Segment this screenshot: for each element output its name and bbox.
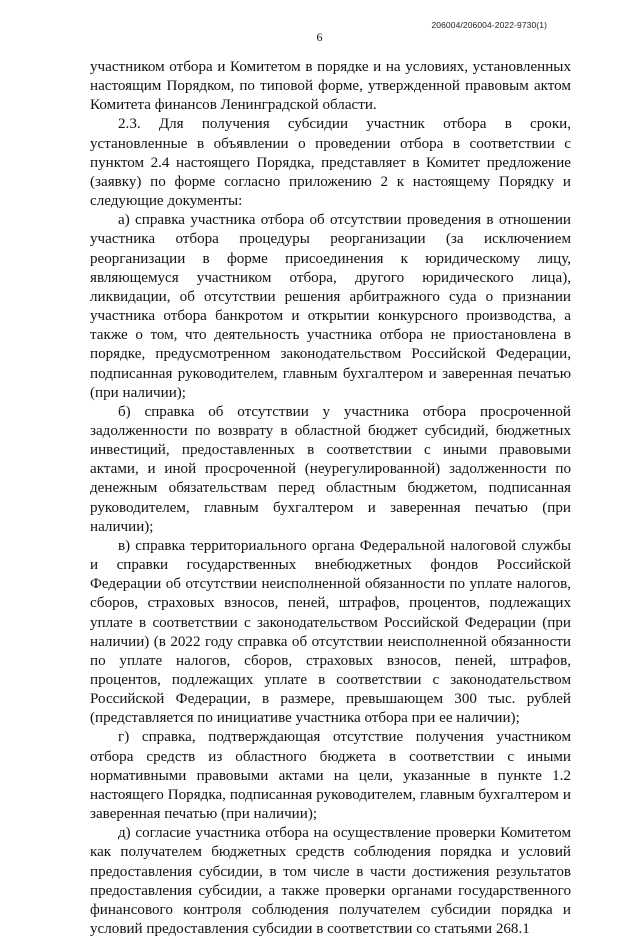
paragraph-item-v: в) справка территориального органа Федеральной налоговой службы и справки государственных внебюджетных фондов Российской Федерации об отсутствии неисполненной обязанности по уплате налогов, сборов, страховых взносов, пеней, штрафов, процентов, подлежащих уплате в соответствии с законодательством Российской Федерации (при наличии) (в 2022 году справка об отсутствии неисполненной обязанности по уплате налогов, сборов, страховых взносов, пеней, штрафов, процентов, подлежащих уплате в соответствии с законодательством Российской Федерации, в размере, превышающем 300 тыс. рублей (представляется по инициативе участника отбора при ее наличии); <box>90 537 571 727</box>
page-number: 6 <box>316 30 323 44</box>
paragraph-item-b: б) справка об отсутствии у участника отбора просроченной задолженности по возврату в областной бюджет субсидий, бюджетных инвестиций, предоставленных в соответствии с иными правовыми актами, и иной просроченной (неурегулированной) задолженности по денежным обязательствам перед областным бюджетом, подписанная руководителем, главным бухгалтером и заверенная печатью (при наличии); <box>90 403 571 535</box>
document-body <box>90 58 571 939</box>
paragraph-continuation: участником отбора и Комитетом в порядке и на условиях, установленных настоящим Порядком, по типовой форме, утвержденной правовым актом Комитета финансов Ленинградской области. <box>90 59 571 114</box>
paragraph-item-d: д) согласие участника отбора на осуществление проверки Комитетом как получателем бюджетных средств соблюдения порядка и условий предоставления субсидии, в том числе в части достижения результатов предоставления субсидии, а также проверки органами государственного финансового контроля соблюдения получателем субсидии порядка и условий предоставления субсидии в соответствии со статьями 268.1 <box>90 825 571 938</box>
paragraph-item-g: г) справка, подтверждающая отсутствие получения участником отбора средств из областного бюджета в соответствии с иными нормативными правовыми актами на цели, указанные в пункте 1.2 настоящего Порядка, подписанная руководителем, главным бухгалтером и заверенная печатью (при наличии); <box>90 729 571 823</box>
paragraph-item-a: а) справка участника отбора об отсутствии проведения в отношении участника отбора процедуры реорганизации (за исключением реорганизации в форме присоединения к юридическому лицу, являющемуся участником отбора, другого юридического лица), ликвидации, об отсутствии решения арбитражного суда о признании участника отбора банкротом и открытии конкурсного производства, а также о том, что деятельность участника отбора не приостановлена в порядке, предусмотренном законодательством Российской Федерации, подписанная руководителем, главным бухгалтером и заверенная печатью (при наличии); <box>90 212 571 401</box>
paragraph-2-3: 2.3. Для получения субсидии участник отбора в сроки, установленные в объявлении о проведении отбора в соответствии с пунктом 2.4 настоящего Порядка, представляет в Комитет предложение (заявку) по форме согласно приложению 2 к настоящему Порядку и следующие документы: <box>90 116 571 210</box>
document-id: 206004/206004-2022-9730(1) <box>431 20 547 30</box>
